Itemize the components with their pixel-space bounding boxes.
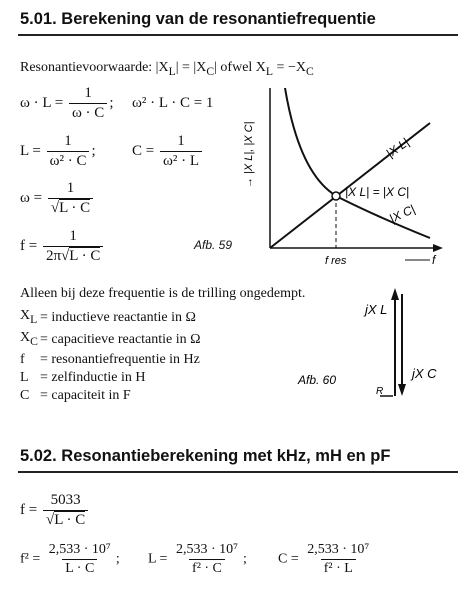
x-axis-label: f (432, 253, 436, 267)
y-axis-label: → |X L|, |X C| (243, 121, 255, 188)
section-title-5-01: 5.01. Berekening van de resonantiefrequentie (20, 10, 376, 28)
legend-row: L = zelfinductie in H (20, 369, 146, 385)
jxc-arrow-icon (398, 384, 406, 396)
legend-row: $X_C$ = capacitieve reactantie in Ω (20, 329, 201, 348)
jxc-label: jX C (412, 366, 437, 381)
curve-xc-label: |X C| (387, 201, 418, 226)
r-label: R (376, 386, 384, 397)
section-title-5-02: 5.02. Resonantieberekening met kHz, mH en pF (20, 447, 391, 465)
equation-omega2-LC: ω² · L · C = 1 (132, 95, 214, 111)
jxl-label: jX L (365, 302, 388, 317)
fig59-graph (240, 88, 450, 268)
equation-C-2533: C = $\frac{\text{2,533 · 10⁷}}{\text{f² · L}}$ (278, 542, 370, 576)
jxl-arrow-icon (391, 288, 399, 300)
fig59-caption: Afb. 59 (194, 238, 233, 252)
fig60-phasor (280, 286, 450, 406)
legend-row: C = capaciteit in F (20, 387, 131, 403)
equation-f-squared: f² = $\frac{\text{2,533 · 10⁷}}{L \cdot C}$ ; (20, 542, 120, 576)
equation-C: C = $\frac{1}{\text{ω² · L}}$ (132, 133, 204, 170)
legend-row: f = resonantiefrequentie in Hz (20, 351, 200, 367)
resonance-condition: Resonantievoorwaarde: $|X_L| = |X_C|$ ofwel $X_L = -X_C$ (20, 60, 314, 78)
equation-f-5033: f = $\frac{5033}{√L \cdot C}$ (20, 492, 90, 529)
x-axis-arrow-icon (433, 244, 443, 252)
legend-row: $X_L$ = inductieve reactantie in Ω (20, 308, 196, 326)
fig60-caption: Afb. 60 (298, 373, 337, 387)
equation-f: f = $\frac{1}{2\pi√L \cdot C}$ (20, 228, 105, 265)
equation-omega: ω = $\frac{1}{√L \cdot C}$ (20, 180, 95, 217)
undamped-statement: Alleen bij deze frequentie is de trilling ongedempt. (20, 286, 306, 301)
curve-xl-label: |X L| (383, 135, 412, 161)
resonance-point (332, 192, 340, 200)
title-rule-2 (18, 471, 458, 473)
equation-L-2533: L = $\frac{\text{2,533 · 10⁷}}{\text{f² · C}}$ ; (148, 542, 247, 576)
title-rule (18, 34, 458, 36)
crossing-label: |X L| = |X C| (345, 185, 410, 199)
fres-label: f res (325, 255, 347, 267)
equation-L: L = $\frac{1}{\text{ω² · C}}$ ; (20, 133, 96, 169)
symbol-legend (20, 307, 201, 405)
equation-omega-L: ω · L = $\frac{1}{\omega \cdot C}$ ; (20, 85, 114, 121)
